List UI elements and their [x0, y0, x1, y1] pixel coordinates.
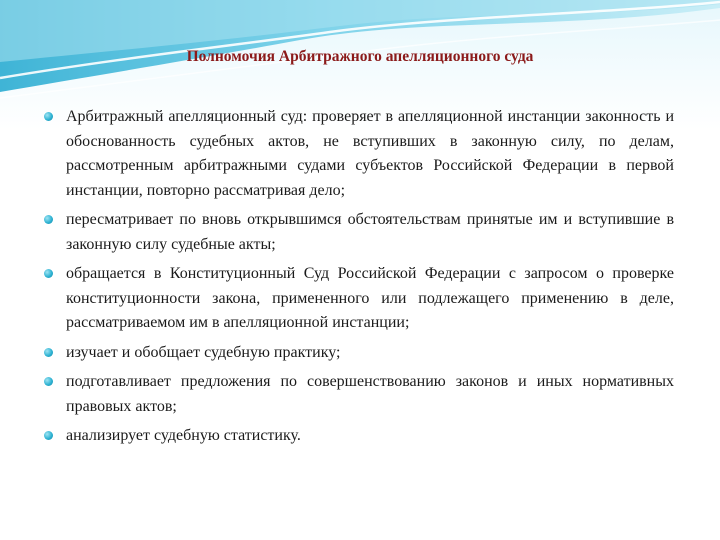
list-item-text: подготавливает предложения по совершенствованию законов и иных нормативных правовых актов; — [66, 373, 674, 415]
list-item-text: Арбитражный апелляционный суд: проверяет в апелляционной инстанции законность и обоснованность судебных актов, не вступивших в законную силу, по делам, рассмотренным арбитражными судами субъектов Российской Федерации в первой инстанции, повторно рассматривая дело; — [66, 108, 674, 199]
bullet-dot-icon — [44, 269, 53, 278]
list-item — [44, 262, 674, 336]
list-item — [44, 341, 674, 366]
list-item-text: обращается в Конституционный Суд Российской Федерации с запросом о проверке конституционности закона, примененного или подлежащего применению в деле, рассматриваемом им в апелляционной инстанции; — [66, 265, 674, 331]
bullet-list — [44, 105, 674, 454]
bullet-dot-icon — [44, 215, 53, 224]
page-title: Полномочия Арбитражного апелляционного суда — [186, 48, 534, 65]
bullet-dot-icon — [44, 348, 53, 357]
list-item — [44, 105, 674, 203]
bullet-dot-icon — [44, 377, 53, 386]
list-item-text: пересматривает по вновь открывшимся обстоятельствам принятые им и вступившие в законную силу судебные акты; — [66, 211, 674, 253]
bullet-dot-icon — [44, 112, 53, 121]
bullet-dot-icon — [44, 431, 53, 440]
list-item-text: анализирует судебную статистику. — [66, 427, 301, 444]
list-item — [44, 424, 674, 449]
list-item — [44, 208, 674, 257]
list-item — [44, 370, 674, 419]
list-item-text: изучает и обобщает судебную практику; — [66, 343, 341, 361]
